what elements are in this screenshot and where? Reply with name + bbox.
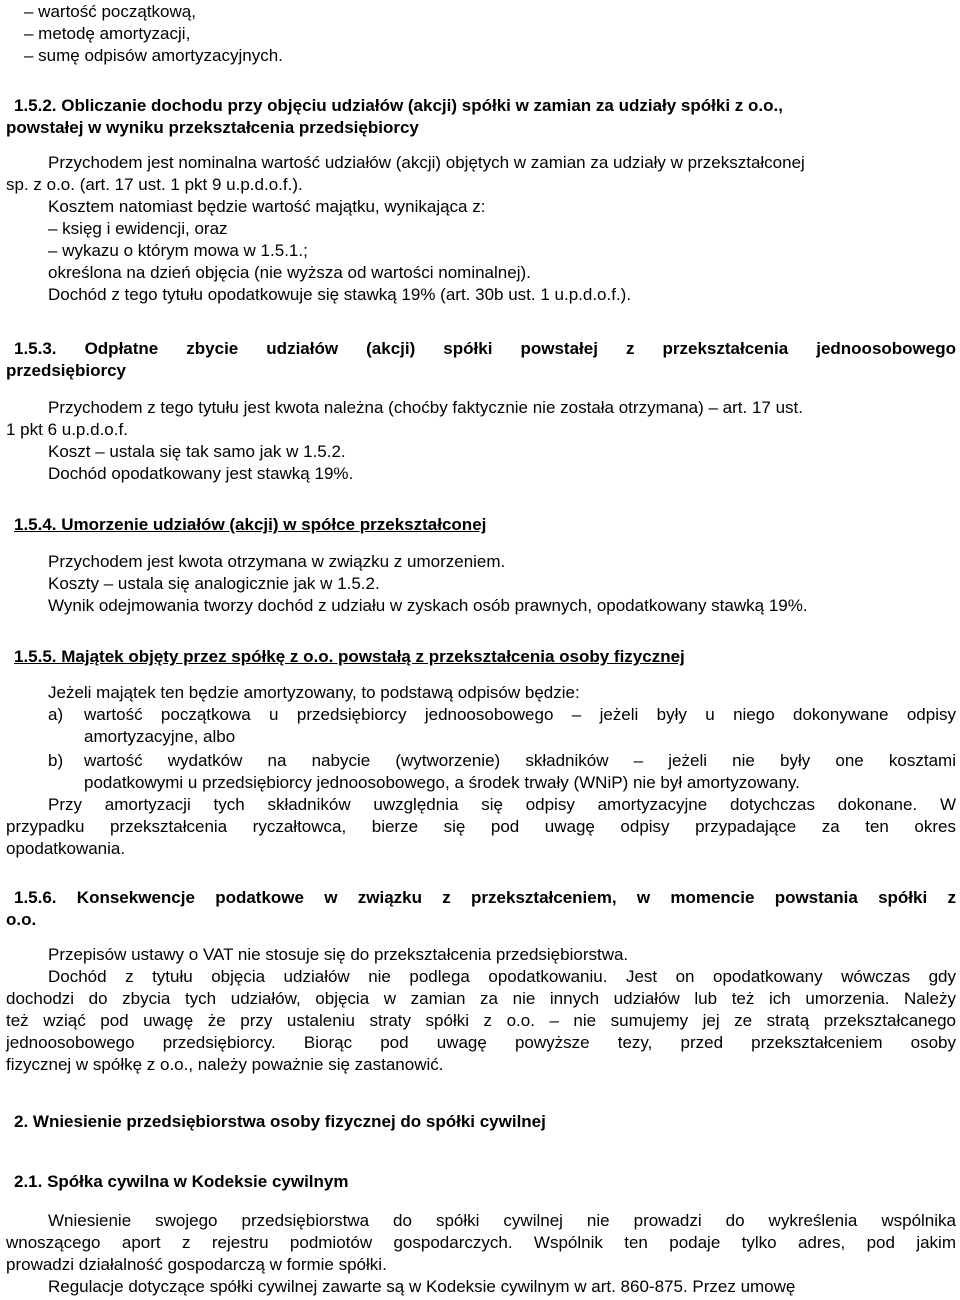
paragraph: Dochód z tytułu objęcia udziałów nie podlega opodatkowaniu. Jest on opodatkowany wówczas gdy (48, 967, 956, 986)
section-heading-1-5-3: 1.5.3. Odpłatne zbycie udziałów (akcji) spółki powstałej z przekształcenia jednoosobowego (14, 339, 956, 358)
paragraph: jednoosobowego przedsiębiorcy. Biorąc pod uwagę powyższe tezy, przed przekształceniem osoby (6, 1033, 956, 1052)
list-item-cont: podatkowymi u przedsiębiorcy jednoosobowego, a środek trwały (WNiP) nie był amortyzowany. (84, 773, 800, 792)
paragraph: Jeżeli majątek ten będzie amortyzowany, to podstawą odpisów będzie: (48, 683, 580, 702)
paragraph: też wziąć pod uwagę że przy ustaleniu straty spółki z o.o. – nie sumujemy jej ze stratą przekształcanego (6, 1011, 956, 1030)
paragraph: dochodzi do zbycia tych udziałów, objęcia w zamian za nie innych udziałów lub też ich umorzenia. Należy (6, 989, 956, 1008)
list-marker: a) (48, 705, 64, 724)
list-item: wartość wydatków na nabycie (wytworzenie) składników – jeżeli nie były one kosztami (84, 751, 956, 770)
list-item: – wykazu o którym mowa w 1.5.1.; (48, 241, 308, 260)
paragraph: sp. z o.o. (art. 17 ust. 1 pkt 9 u.p.d.o.f.). (6, 175, 303, 194)
paragraph: Koszt – ustala się tak samo jak w 1.5.2. (48, 442, 346, 461)
section-heading-text: 1.5.5. Majątek objęty przez spółkę z o.o. powstałą z przekształcenia osoby fizycznej (14, 647, 685, 666)
section-heading-1-5-5 (14, 646, 685, 667)
paragraph: fizycznej w spółkę z o.o., należy poważnie się zastanowić. (6, 1055, 444, 1074)
paragraph: Wniesienie swojego przedsiębiorstwa do spółki cywilnej nie prowadzi do wykreślenia wspólnika (48, 1211, 956, 1230)
paragraph: Kosztem natomiast będzie wartość majątku, wynikająca z: (48, 197, 486, 216)
paragraph: przypadku przekształcenia ryczałtowca, bierze się pod uwagę odpisy przypadające za ten okres (6, 817, 956, 836)
section-heading-2-1: 2.1. Spółka cywilna w Kodeksie cywilnym (14, 1172, 349, 1191)
paragraph: Wynik odejmowania tworzy dochód z udziału w zyskach osób prawnych, opodatkowany stawką 19%. (48, 596, 808, 615)
list-item: – wartość początkową, (24, 2, 196, 21)
section-heading-1-5-2-cont: powstałej w wyniku przekształcenia przedsiębiorcy (6, 118, 419, 137)
list-item-cont: amortyzacyjne, albo (84, 727, 236, 746)
section-heading-text: 1.5.4. Umorzenie udziałów (akcji) w spółce przekształconej (14, 515, 487, 534)
section-heading-1-5-4 (14, 514, 486, 535)
paragraph: Koszty – ustala się analogicznie jak w 1.5.2. (48, 574, 380, 593)
section-heading-1-5-6: 1.5.6. Konsekwencje podatkowe w związku z przekształceniem, w momencie powstania spółki z (14, 888, 956, 907)
section-heading-1-5-6-cont: o.o. (6, 910, 37, 929)
list-marker: b) (48, 751, 64, 770)
paragraph: Przy amortyzacji tych składników uwzględnia się odpisy amortyzacyjne dotychczas dokonane. W (48, 795, 956, 814)
paragraph: Regulacje dotyczące spółki cywilnej zawarte są w Kodeksie cywilnym w art. 860-875. Przez umowę (48, 1277, 796, 1296)
paragraph: Przychodem z tego tytułu jest kwota należna (choćby faktycznie nie została otrzymana) – art. 17 ust. (48, 398, 803, 417)
list-item: wartość początkowa u przedsiębiorcy jednoosobowego – jeżeli były u niego dokonywane odpisy (84, 705, 956, 724)
paragraph: wnoszącego aport z rejestru podmiotów gospodarczych. Wspólnik ten podaje tylko adres, pod jakim (6, 1233, 956, 1252)
paragraph: opodatkowania. (6, 839, 126, 858)
paragraph: Przychodem jest kwota otrzymana w związku z umorzeniem. (48, 552, 506, 571)
paragraph: 1 pkt 6 u.p.d.o.f. (6, 420, 128, 439)
paragraph: Przepisów ustawy o VAT nie stosuje się do przekształcenia przedsiębiorstwa. (48, 945, 629, 964)
paragraph: określona na dzień objęcia (nie wyższa od wartości nominalnej). (48, 263, 531, 282)
paragraph: prowadzi działalność gospodarczą w formie spółki. (6, 1255, 387, 1274)
section-heading-2: 2. Wniesienie przedsiębiorstwa osoby fizycznej do spółki cywilnej (14, 1112, 546, 1131)
section-heading-1-5-3-cont: przedsiębiorcy (6, 361, 126, 380)
section-heading-1-5-2: 1.5.2. Obliczanie dochodu przy objęciu udziałów (akcji) spółki w zamian za udziały spółki z o.o., (14, 96, 783, 115)
list-item: – metodę amortyzacji, (24, 24, 191, 43)
paragraph: Dochód opodatkowany jest stawką 19%. (48, 464, 354, 483)
list-item: – księg i ewidencji, oraz (48, 219, 228, 238)
paragraph: Dochód z tego tytułu opodatkowuje się stawką 19% (art. 30b ust. 1 u.p.d.o.f.). (48, 285, 632, 304)
list-item: – sumę odpisów amortyzacyjnych. (24, 46, 283, 65)
paragraph: Przychodem jest nominalna wartość udziałów (akcji) objętych w zamian za udziały w przekształconej (48, 153, 805, 172)
